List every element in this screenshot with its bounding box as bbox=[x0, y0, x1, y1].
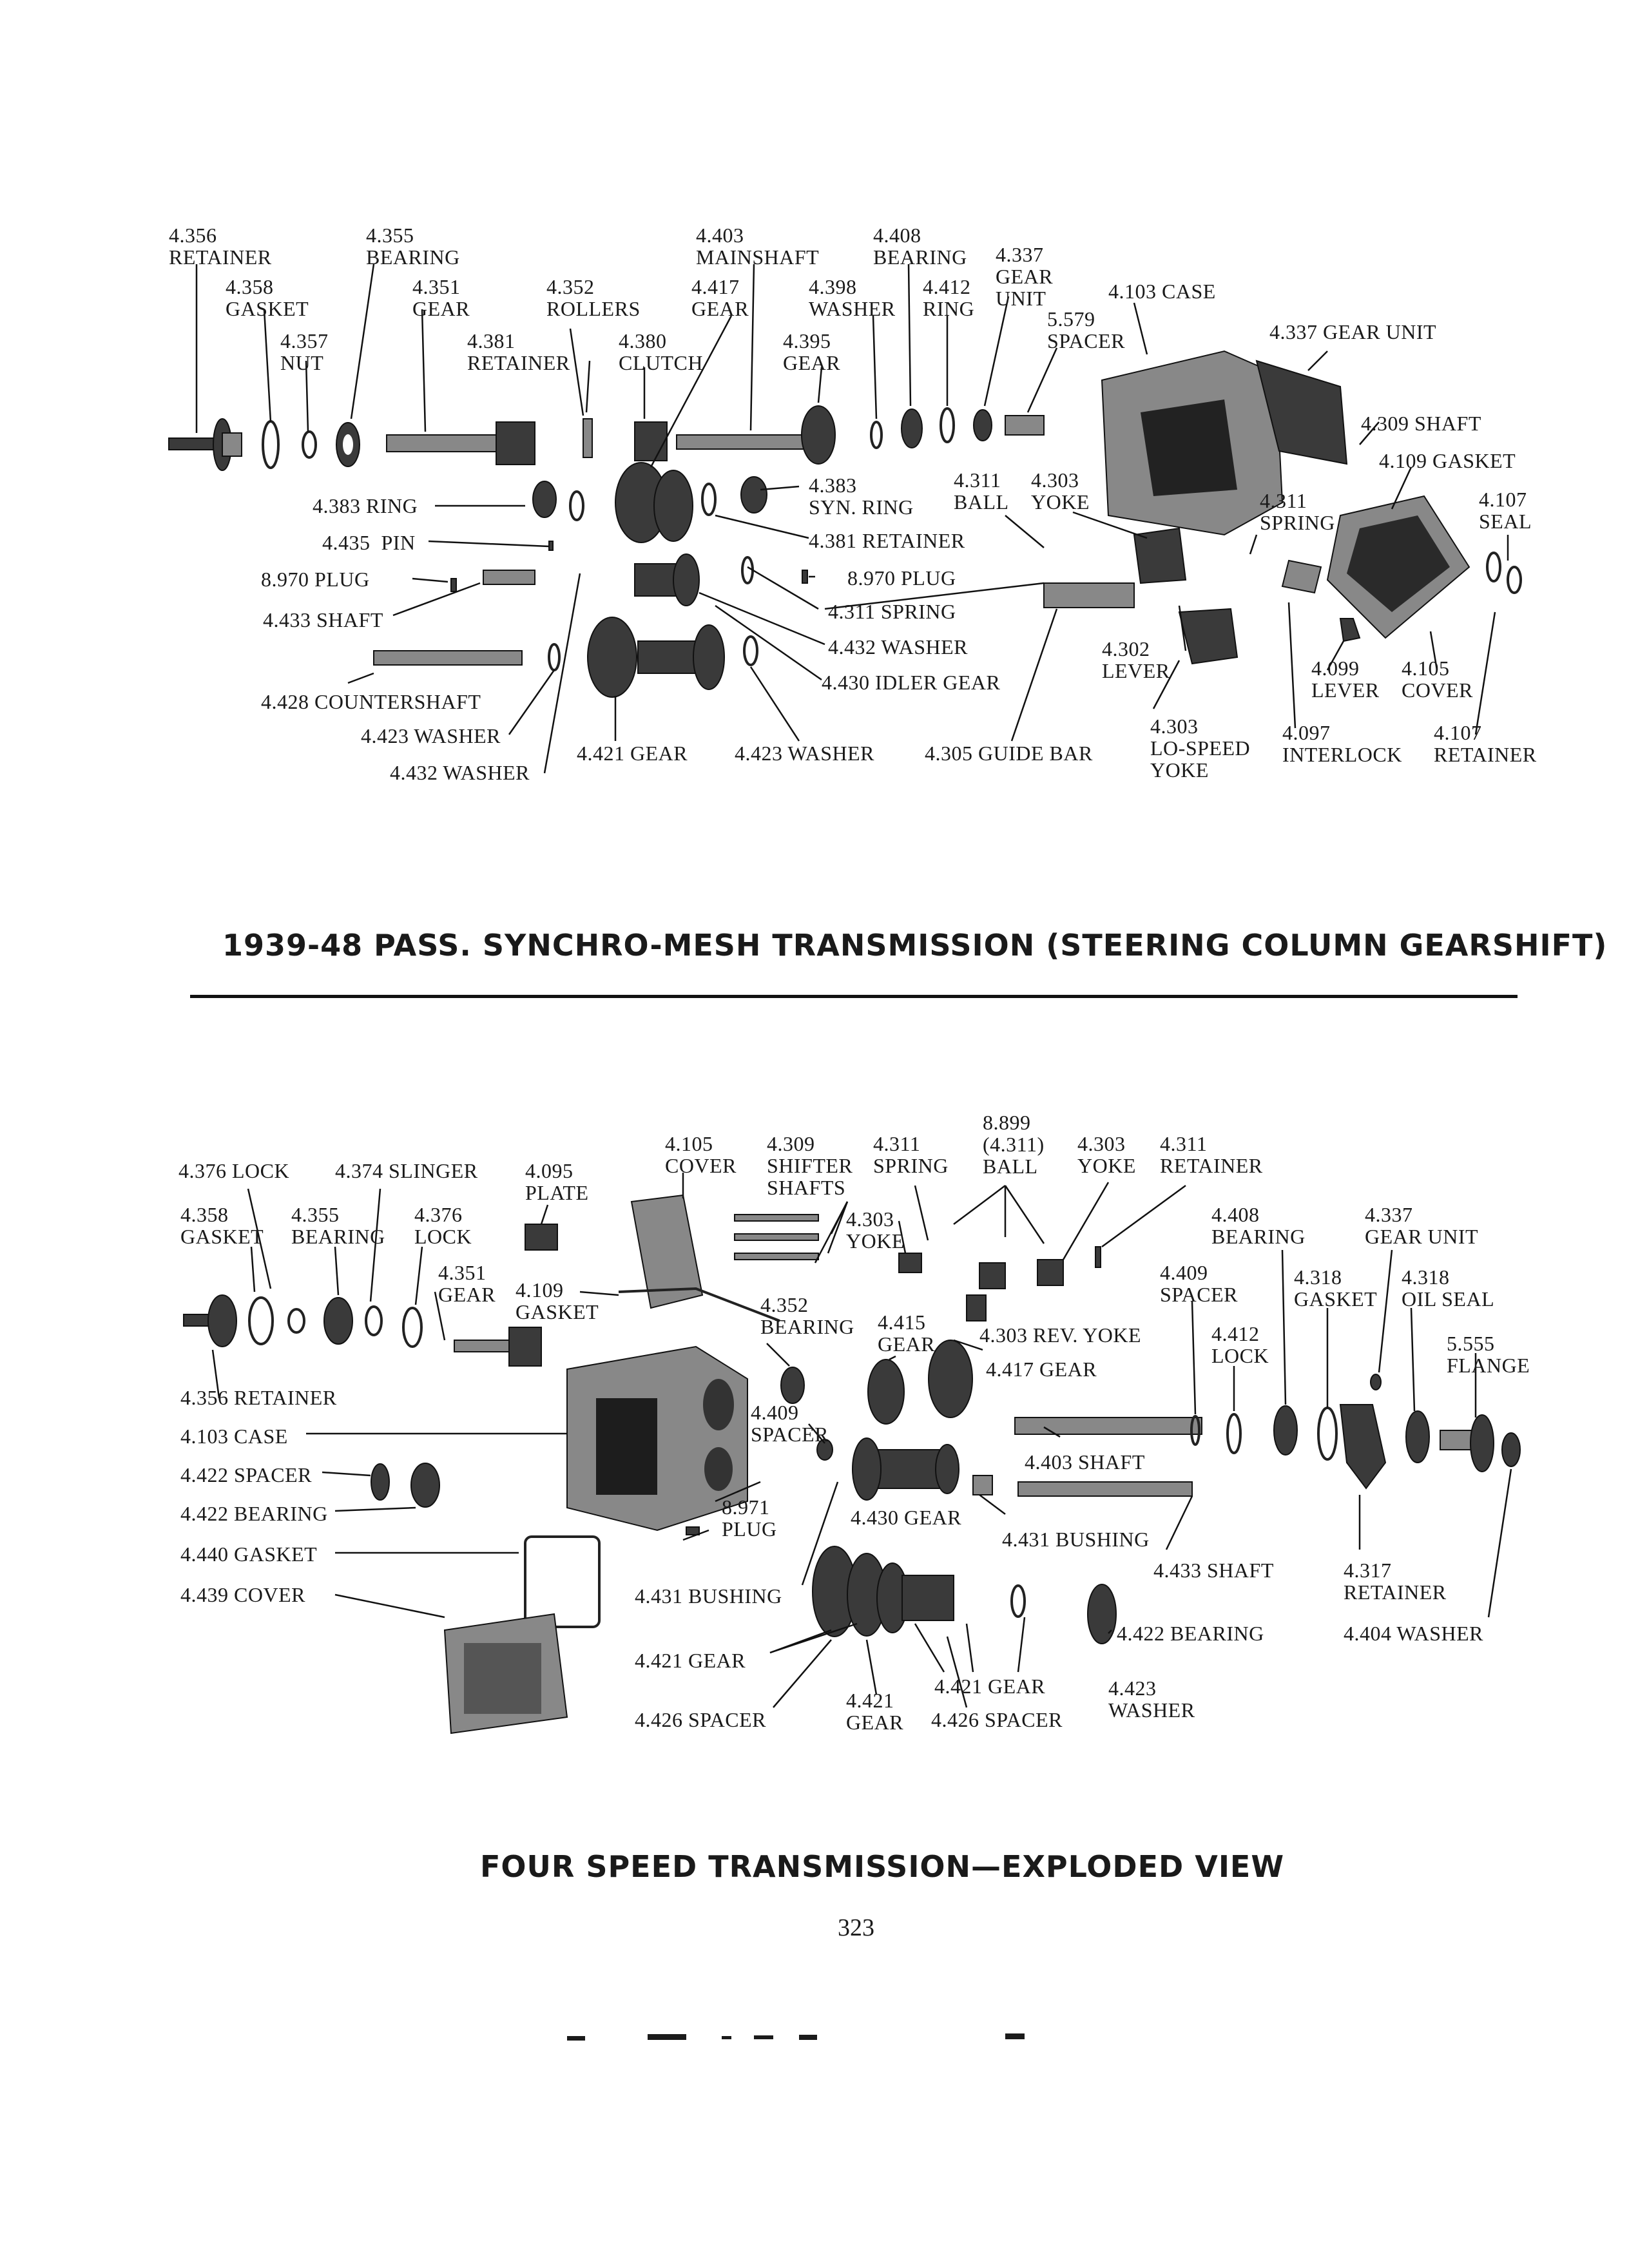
callout-4-412-lock: 4.412 LOCK bbox=[1211, 1322, 1269, 1367]
callout-4-311-spring: 4.311 SPRING bbox=[873, 1132, 949, 1177]
callout-4-433-shaft: 4.433 SHAFT bbox=[1153, 1559, 1274, 1582]
callout-4-317-retainer: 4.317 RETAINER bbox=[1344, 1559, 1447, 1604]
callout-4-426-spacer: 4.426 SPACER bbox=[635, 1708, 766, 1731]
callout-4-435-pin: 4.435 PIN bbox=[322, 531, 416, 554]
callout-4-395-gear: 4.395 GEAR bbox=[783, 329, 841, 374]
callout-4-303-rev-yoke: 4.303 REV. YOKE bbox=[979, 1323, 1142, 1347]
callout-4-311-spring-b: 4.311 SPRING bbox=[828, 600, 956, 623]
callout-4-440-gasket: 4.440 GASKET bbox=[180, 1542, 318, 1566]
callout-4-432-washer-b: 4.432 WASHER bbox=[390, 761, 530, 784]
callout-8-970-plug-a: 8.970 PLUG bbox=[261, 568, 370, 591]
callout-4-352-bearing: 4.352 BEARING bbox=[760, 1293, 854, 1338]
callout-4-357-nut: 4.357 NUT bbox=[280, 329, 329, 374]
callout-5-579-spacer: 5.579 SPACER bbox=[1047, 307, 1125, 352]
callout-4-383-syn-ring: 4.383 SYN. RING bbox=[809, 474, 914, 519]
callout-4-423-washer: 4.423 WASHER bbox=[361, 724, 501, 747]
callout-4-412-ring: 4.412 RING bbox=[923, 275, 975, 320]
callout-4-311-ball: 4.311 BALL bbox=[954, 468, 1009, 514]
callout-4-376-lock-b: 4.376 LOCK bbox=[414, 1203, 472, 1248]
callout-4-403-shaft: 4.403 SHAFT bbox=[1025, 1450, 1145, 1474]
callout-4-422-bearing-b: 4.422 BEARING bbox=[1117, 1622, 1264, 1645]
callout-4-109-gasket: 4.109 GASKET bbox=[516, 1278, 599, 1323]
callout-4-105-cover: 4.105 COVER bbox=[665, 1132, 737, 1177]
callout-4-097-interlock: 4.097 INTERLOCK bbox=[1282, 721, 1402, 766]
callout-4-309-shaft: 4.309 SHAFT bbox=[1361, 412, 1481, 435]
callout-4-303-yoke-a: 4.303 YOKE bbox=[846, 1207, 905, 1253]
callout-4-103-case: 4.103 CASE bbox=[1108, 280, 1216, 303]
callout-4-409-spacer-b: 4.409 SPACER bbox=[751, 1401, 829, 1446]
callout-4-352-rollers: 4.352 ROLLERS bbox=[546, 275, 641, 320]
callout-4-109-gasket: 4.109 GASKET bbox=[1379, 449, 1516, 472]
callout-4-355-bearing: 4.355 BEARING bbox=[366, 224, 460, 269]
callout-4-318-gasket: 4.318 GASKET bbox=[1294, 1265, 1378, 1311]
callout-4-105-cover: 4.105 COVER bbox=[1402, 657, 1473, 702]
callout-4-351-gear: 4.351 GEAR bbox=[412, 275, 470, 320]
callout-8-970-plug-b: 8.970 PLUG bbox=[847, 566, 956, 590]
diagram1-title: 1939-48 PASS. SYNCHRO-MESH TRANSMISSION (STEERING COLUMN GEARSHIFT) bbox=[222, 928, 1608, 963]
callout-4-428-countershaft: 4.428 COUNTERSHAFT bbox=[261, 690, 481, 713]
callout-4-430-gear: 4.430 GEAR bbox=[851, 1506, 962, 1529]
callout-4-439-cover: 4.439 COVER bbox=[180, 1583, 305, 1606]
callout-4-421-gear: 4.421 GEAR bbox=[577, 742, 688, 765]
callout-4-311-spring: 4.311 SPRING bbox=[1260, 489, 1335, 534]
callout-4-380-clutch: 4.380 CLUTCH bbox=[619, 329, 703, 374]
callout-4-408-bearing: 4.408 BEARING bbox=[1211, 1203, 1306, 1248]
callout-4-426-spacer-b: 4.426 SPACER bbox=[931, 1708, 1063, 1731]
callout-4-303-yoke: 4.303 YOKE bbox=[1031, 468, 1090, 514]
callout-4-430-idler-gear: 4.430 IDLER GEAR bbox=[822, 671, 1001, 694]
callout-4-356-retainer: 4.356 RETAINER bbox=[180, 1386, 337, 1409]
callout-4-383-ring: 4.383 RING bbox=[313, 494, 418, 517]
callout-4-311-retainer: 4.311 RETAINER bbox=[1160, 1132, 1263, 1177]
scan-artifacts bbox=[567, 2033, 1025, 2041]
callout-4-408-bearing: 4.408 BEARING bbox=[873, 224, 967, 269]
callout-4-398-washer: 4.398 WASHER bbox=[809, 275, 896, 320]
callout-4-422-bearing: 4.422 BEARING bbox=[180, 1502, 328, 1525]
callout-4-358-gasket: 4.358 GASKET bbox=[180, 1203, 264, 1248]
callout-4-415-gear: 4.415 GEAR bbox=[878, 1311, 936, 1356]
callout-8-899-ball: 8.899 (4.311) BALL bbox=[983, 1111, 1045, 1178]
callout-4-305-guide-bar: 4.305 GUIDE BAR bbox=[925, 742, 1093, 765]
callout-4-421-gear-b: 4.421 GEAR bbox=[934, 1675, 1046, 1698]
callout-4-421-gear: 4.421 GEAR bbox=[635, 1649, 746, 1672]
callout-4-356-retainer: 4.356 RETAINER bbox=[169, 224, 272, 269]
callout-4-337-gear-unit: 4.337 GEAR UNIT bbox=[1365, 1203, 1479, 1248]
callout-4-358-gasket: 4.358 GASKET bbox=[226, 275, 309, 320]
callout-4-431-bushing-b: 4.431 BUSHING bbox=[635, 1584, 782, 1608]
callout-4-404-washer: 4.404 WASHER bbox=[1344, 1622, 1483, 1645]
section-divider bbox=[190, 995, 1518, 998]
callout-4-431-bushing: 4.431 BUSHING bbox=[1002, 1528, 1150, 1551]
callout-4-103-case: 4.103 CASE bbox=[180, 1425, 288, 1448]
callout-4-303-lo-speed-yoke: 4.303 LO-SPEED YOKE bbox=[1150, 715, 1251, 782]
callout-4-318-oil-seal: 4.318 OIL SEAL bbox=[1402, 1265, 1495, 1311]
callout-5-555-flange: 5.555 FLANGE bbox=[1447, 1332, 1530, 1377]
callout-4-421-gear-c: 4.421 GEAR bbox=[846, 1689, 904, 1734]
callout-4-351-gear: 4.351 GEAR bbox=[438, 1261, 496, 1306]
callout-4-303-yoke: 4.303 YOKE bbox=[1077, 1132, 1136, 1177]
callout-4-302-lever: 4.302 LEVER bbox=[1102, 637, 1170, 682]
callout-4-337-gear-unit: 4.337 GEAR UNIT bbox=[996, 243, 1054, 310]
callout-4-417-gear: 4.417 GEAR bbox=[986, 1358, 1097, 1381]
callout-4-355-bearing: 4.355 BEARING bbox=[291, 1203, 385, 1248]
callout-4-403-mainshaft: 4.403 MAINSHAFT bbox=[696, 224, 820, 269]
callout-4-337-gear-unit-b: 4.337 GEAR UNIT bbox=[1269, 320, 1437, 343]
callout-4-422-spacer: 4.422 SPACER bbox=[180, 1463, 312, 1486]
callout-4-374-slinger: 4.374 SLINGER bbox=[335, 1159, 478, 1182]
callout-4-417-gear: 4.417 GEAR bbox=[691, 275, 749, 320]
page-number: 323 bbox=[838, 1914, 874, 1941]
callout-4-099-lever: 4.099 LEVER bbox=[1311, 657, 1380, 702]
callout-4-423-washer: 4.423 WASHER bbox=[1108, 1677, 1195, 1722]
callout-4-309-shifter-shafts: 4.309 SHIFTER SHAFTS bbox=[767, 1132, 853, 1199]
callout-8-971-plug: 8.971 PLUG bbox=[722, 1495, 777, 1541]
callout-4-433-shaft: 4.433 SHAFT bbox=[263, 608, 383, 631]
callout-4-107-retainer: 4.107 RETAINER bbox=[1434, 721, 1537, 766]
diagram2-title: FOUR SPEED TRANSMISSION—EXPLODED VIEW bbox=[480, 1849, 1285, 1884]
callout-4-381-retainer-b: 4.381 RETAINER bbox=[809, 529, 965, 552]
callout-4-432-washer: 4.432 WASHER bbox=[828, 635, 968, 658]
callout-4-381-retainer: 4.381 RETAINER bbox=[467, 329, 570, 374]
callout-4-423-washer-b: 4.423 WASHER bbox=[735, 742, 874, 765]
callout-4-409-spacer: 4.409 SPACER bbox=[1160, 1261, 1238, 1306]
callout-4-107-seal: 4.107 SEAL bbox=[1479, 488, 1532, 533]
callout-4-095-plate: 4.095 PLATE bbox=[525, 1159, 589, 1204]
callout-4-376-lock: 4.376 LOCK bbox=[178, 1159, 290, 1182]
